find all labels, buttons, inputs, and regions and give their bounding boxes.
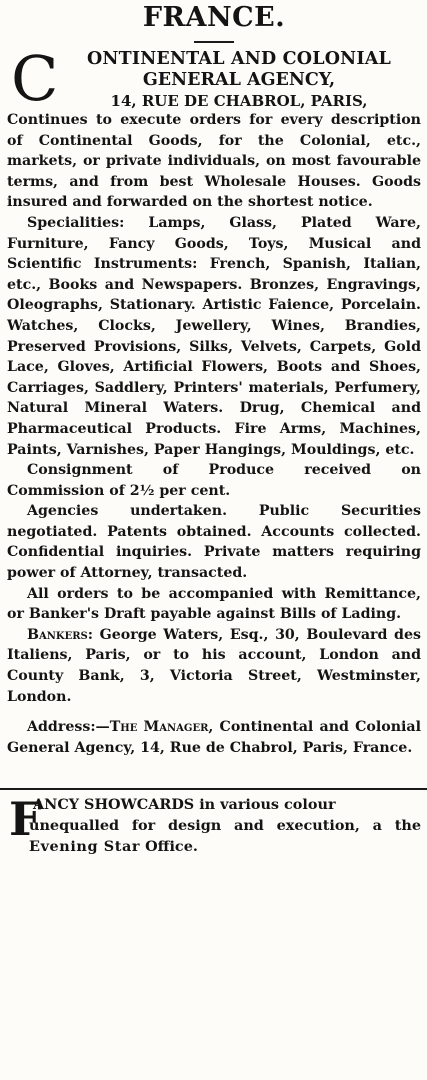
office-suffix: Office. [140,838,198,856]
bankers-label: Bankers: [27,626,93,643]
showcards-advertisement [7,794,421,857]
drop-cap: C [11,42,59,115]
address-label: Address:— [27,719,110,736]
ad-paragraph-bankers [7,625,421,707]
ad-paragraph-address [7,717,421,758]
ad-address: 14, RUE DE CHABROL, PARIS, [110,92,368,110]
section-divider [194,41,234,43]
manager-label: The Manager, [109,719,214,736]
address-text: Continental and Colonial General Agency, 14, Rue de Chabrol, Paris, France. [7,719,422,756]
ad-paragraph-consignment: Consignment of Produce received on Commission of 2½ per cent. [7,462,421,499]
drop-cap: F [9,792,42,847]
office-name: Evening Star [29,838,141,856]
ad-paragraph-intro: Continues to execute orders for every description of Continental Goods, for the Colonial, etc., markets, or private individuals, on most favourable terms, and from best Wholesale Houses. Goods insured and forwarded on the shortest notice. [7,112,421,211]
agency-advertisement [7,42,421,115]
ad-headline-line2: GENERAL AGENCY, [142,70,336,90]
ad-paragraph-orders: All orders to be accompanied with Remittance, or Banker's Draft payable against Bills of Lading. [7,585,421,623]
ad-paragraph-specialities: Specialities: Lamps, Glass, Plated Ware, Furniture, Fancy Goods, Toys, Musical and Scientific Instruments: French, Spanish, Italian, etc., Books and Newspapers. Bronzes, Engravings, Oleographs, Stationary. Artistic Faience, Porcelain. Watches, Clocks, Jewellery, Wines, Brandies, Preserved Provisions, Silks, Velvets, Carpets, Gold Lace, Gloves, Artificial Flowers, Boots and Shoes, Carriages, Saddlery, Printers' materials, Perfumery, Natural Mineral Waters. Drug, Chemical and Pharmaceutical Products. Fire Arms, Machines, Paints, Varnishes, Paper Hangings, Mouldings, etc. [7,214,421,458]
column-divider [0,788,427,790]
ad-headline-line1: ONTINENTAL AND COLONIAL [86,49,392,69]
showcards-text [29,794,421,857]
ad-paragraph-agencies: Agencies undertaken. Public Securities negotiated. Patents obtained. Accounts collected. Confidential inquiries. Private matters requiring power of Attorney, transacted. [7,503,421,582]
section-heading: FRANCE. [142,2,286,33]
bankers-text: George Waters, Esq., 30, Boulevard des Italiens, Paris, or to his account, London and County Bank, 3, Victoria Street, Westminster, London. [7,626,421,705]
showcards-line1: ANCY SHOWCARDS in various colour [33,796,336,814]
showcards-body: unequalled for design and execution, a the [29,817,421,835]
